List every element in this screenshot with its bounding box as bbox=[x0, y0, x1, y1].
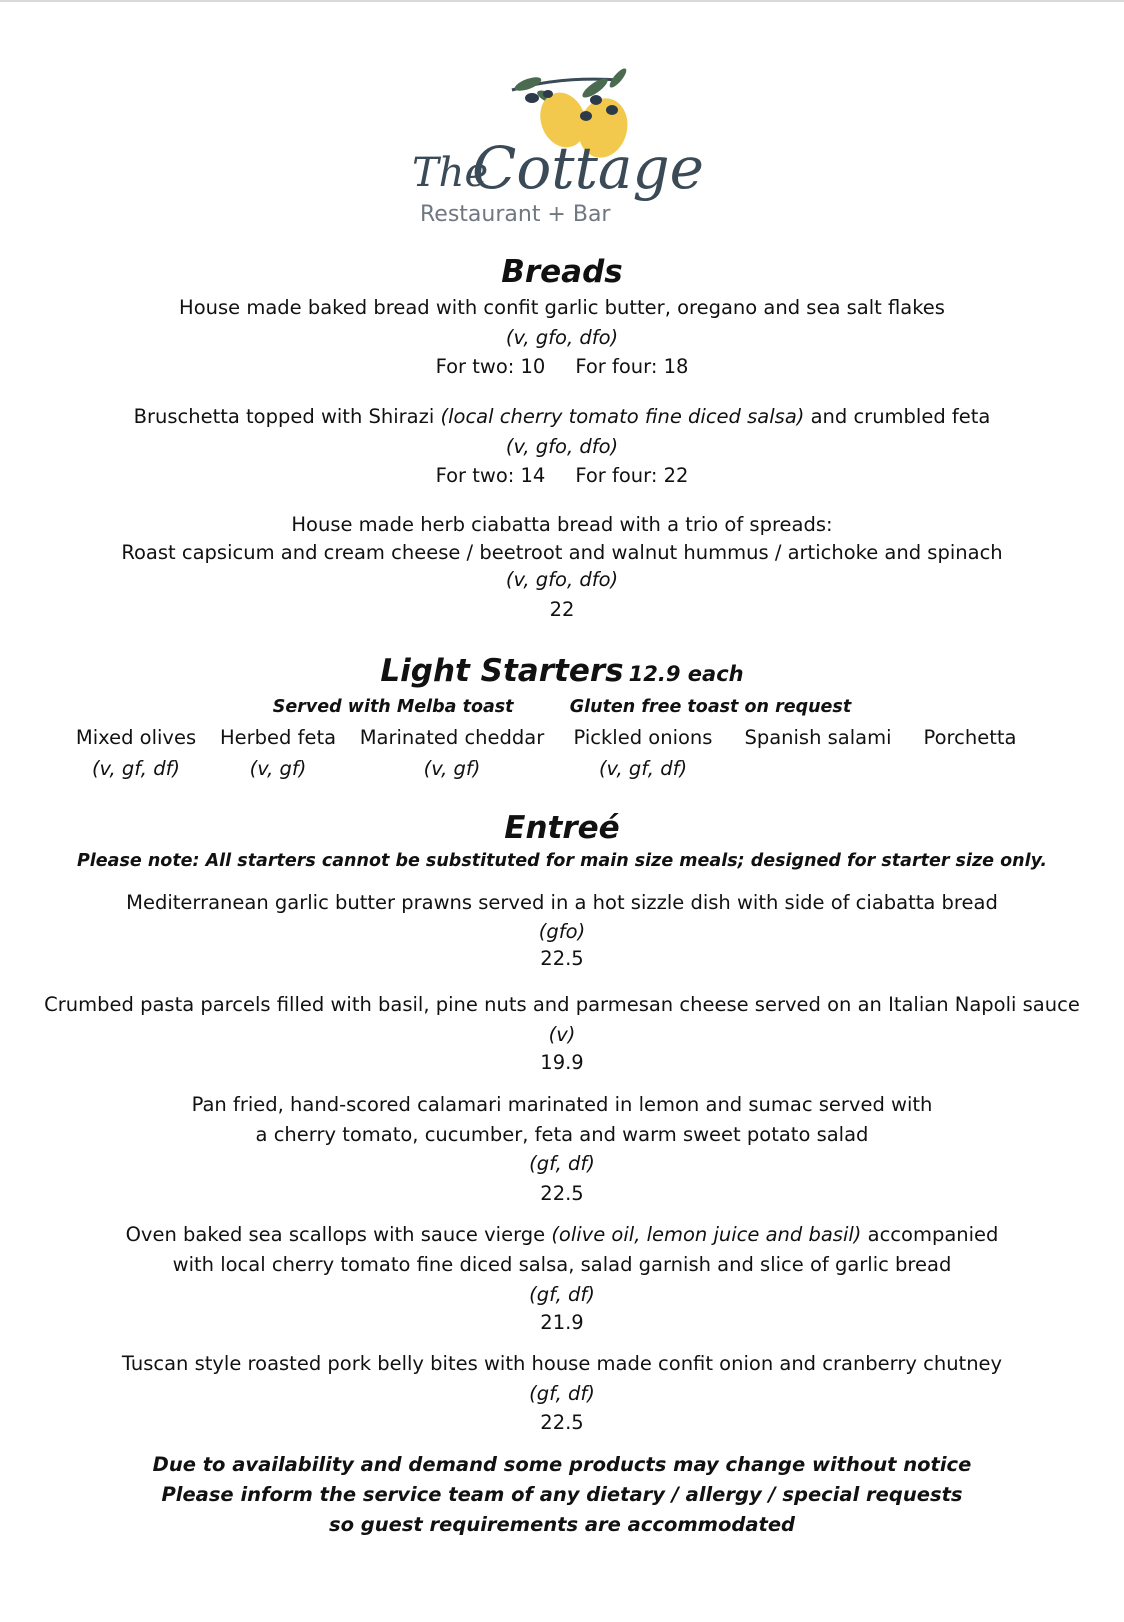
entree-4-price: 21.9 bbox=[540, 1311, 584, 1334]
top-border bbox=[0, 0, 1124, 2]
entree-2-tags: (v) bbox=[548, 1023, 576, 1046]
logo-script-the: The bbox=[412, 150, 489, 196]
bread-3-description-line2: Roast capsicum and cream cheese / beetroot and walnut hummus / artichoke and spinach bbox=[121, 541, 1003, 564]
entree-heading: Entreé bbox=[504, 810, 620, 846]
entree-3-price: 22.5 bbox=[540, 1182, 584, 1205]
bread-1-price-two: For two: 10 bbox=[435, 355, 546, 378]
entree-4-line1-italic: (olive oil, lemon juice and basil) bbox=[551, 1223, 862, 1246]
entree-5-tags: (gf, df) bbox=[529, 1382, 595, 1405]
bread-2-description bbox=[0, 405, 1124, 428]
entree-4-tags: (gf, df) bbox=[529, 1283, 595, 1306]
bread-2-tags: (v, gfo, dfo) bbox=[505, 435, 619, 458]
bread-1-tags: (v, gfo, dfo) bbox=[505, 326, 619, 349]
entree-1-description: Mediterranean garlic butter prawns served in a hot sizzle dish with side of ciabatta bread bbox=[126, 891, 998, 914]
starter-tags: (v, gf) bbox=[423, 757, 481, 780]
starter-name: Herbed feta bbox=[219, 726, 337, 749]
bread-3-description-line1: House made herb ciabatta bread with a trio of spreads: bbox=[291, 513, 833, 536]
starter-name: Spanish salami bbox=[744, 726, 892, 749]
bread-2-price-four: For four: 22 bbox=[575, 464, 689, 487]
entree-4-line1-before: Oven baked sea scallops with sauce vierge bbox=[125, 1223, 552, 1246]
footer-line-3: so guest requirements are accommodated bbox=[328, 1513, 796, 1536]
starter-item bbox=[924, 726, 1017, 757]
light-starters-heading bbox=[0, 653, 1124, 689]
light-starters-note-right: Gluten free toast on request bbox=[569, 697, 852, 717]
starter-item bbox=[744, 726, 891, 757]
entree-3-description-line2: a cherry tomato, cucumber, feta and warm sweet potato salad bbox=[255, 1123, 869, 1146]
starter-item bbox=[574, 726, 713, 780]
entree-2-price: 19.9 bbox=[540, 1051, 584, 1074]
bread-2-desc-before: Bruschetta topped with Shirazi bbox=[133, 405, 441, 428]
logo-subtitle: Restaurant + Bar bbox=[420, 202, 611, 227]
starter-name: Marinated cheddar bbox=[359, 726, 545, 749]
bread-1-prices bbox=[0, 355, 1124, 378]
bread-2-prices bbox=[0, 464, 1124, 487]
bread-3-tags: (v, gfo, dfo) bbox=[505, 568, 619, 591]
starter-tags: (v, gf, df) bbox=[598, 757, 688, 780]
bread-1-price-four: For four: 18 bbox=[575, 355, 689, 378]
entree-4-line1-after: accompanied bbox=[861, 1223, 999, 1246]
entree-1-tags: (gfo) bbox=[538, 920, 586, 943]
bread-3-price: 22 bbox=[549, 598, 575, 621]
entree-4-description-line1 bbox=[0, 1223, 1124, 1246]
logo-script-cottage: Cottage bbox=[472, 134, 704, 202]
bread-1-description: House made baked bread with confit garlic butter, oregano and sea salt flakes bbox=[179, 296, 945, 319]
starter-tags: (v, gf) bbox=[249, 757, 307, 780]
entree-note: Please note: All starters cannot be substituted for main size meals; designed for starter size only. bbox=[76, 851, 1048, 871]
footer-line-1: Due to availability and demand some products may change without notice bbox=[152, 1453, 972, 1476]
starter-item bbox=[76, 726, 196, 780]
entree-3-description-line1: Pan fried, hand-scored calamari marinated in lemon and sumac served with bbox=[191, 1093, 933, 1116]
entree-3-tags: (gf, df) bbox=[529, 1152, 595, 1175]
starter-item bbox=[220, 726, 336, 780]
entree-1-price: 22.5 bbox=[540, 947, 584, 970]
bread-2-desc-italic: (local cherry tomato fine diced salsa) bbox=[440, 405, 805, 428]
bread-2-desc-after: and crumbled feta bbox=[804, 405, 991, 428]
starter-name: Porchetta bbox=[923, 726, 1017, 749]
starter-name: Mixed olives bbox=[75, 726, 197, 749]
entree-5-description: Tuscan style roasted pork belly bites with house made confit onion and cranberry chutney bbox=[121, 1352, 1003, 1375]
light-starters-price-note: 12.9 each bbox=[628, 662, 744, 686]
footer-line-2: Please inform the service team of any dietary / allergy / special requests bbox=[161, 1483, 963, 1506]
entree-2-description: Crumbed pasta parcels filled with basil, pine nuts and parmesan cheese served on an Italian Napoli sauce bbox=[44, 993, 1080, 1016]
entree-4-description-line2: with local cherry tomato fine diced salsa, salad garnish and slice of garlic bread bbox=[172, 1253, 952, 1276]
restaurant-logo bbox=[412, 68, 710, 238]
light-starters-notes bbox=[0, 697, 1124, 717]
breads-heading: Breads bbox=[501, 254, 623, 290]
bread-2-price-two: For two: 14 bbox=[435, 464, 546, 487]
light-starters-note-left: Served with Melba toast bbox=[272, 697, 514, 717]
starter-item bbox=[360, 726, 545, 780]
entree-5-price: 22.5 bbox=[540, 1411, 584, 1434]
starter-tags: (v, gf, df) bbox=[91, 757, 181, 780]
starter-name: Pickled onions bbox=[573, 726, 713, 749]
light-starters-title: Light Starters bbox=[380, 653, 624, 689]
